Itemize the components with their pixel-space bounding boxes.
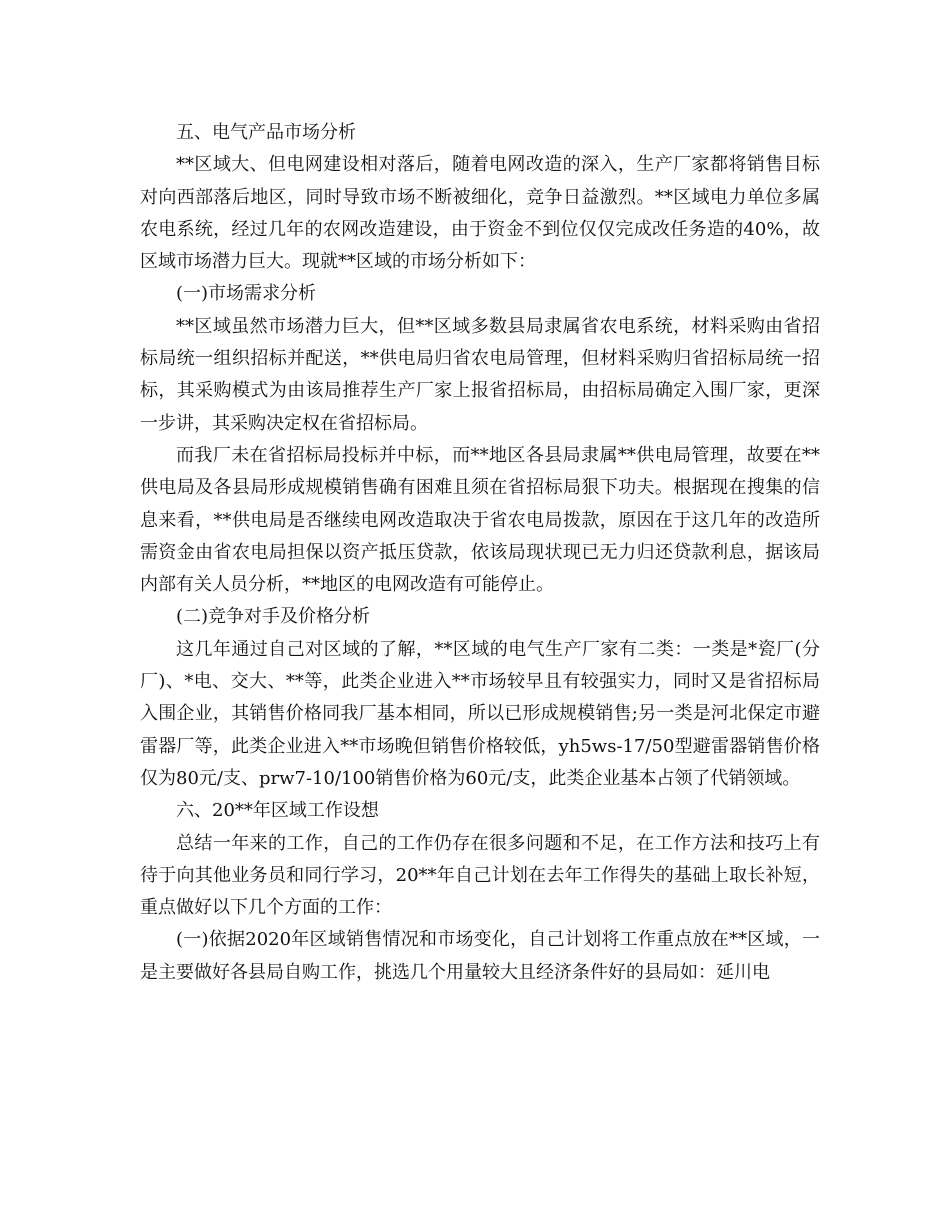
paragraph: 这几年通过自己对区域的了解，**区域的电气生产厂家有二类：一类是*瓷厂(分厂)、*电、交大、**等，此类企业进入**市场较早且有较强实力，同时又是省招标局入围企业，其销售价格同我厂基本相同，所以已形成规模销售;另一类是河北保定市避雷器厂等，此类企业进入**市场晚但销售价格较低，yh5ws-17/50型避雷器销售价格仅为80元/支、prw7-10/100销售价格为60元/支，此类企业基本占领了代销领域。 (140, 638, 820, 789)
paragraph: **区域虽然市场潜力巨大，但**区域多数县局隶属省农电系统，材料采购由省招标局统一组织招标并配送，**供电局归省农电局管理，但材料采购归省招标局统一招标，其采购模式为由该局推荐生产厂家上报省招标局，由招标局确定入围厂家，更深一步讲，其采购决定权在省招标局。 (140, 315, 820, 434)
section-heading-5: 五、电气产品市场分析 (176, 122, 356, 143)
subsection-heading-2: (二)竞争对手及价格分析 (176, 606, 371, 628)
paragraph: **区域大、但电网建设相对落后，随着电网改造的深入，生产厂家都将销售目标对向西部落后地区，同时导致市场不断被细化，竞争日益激烈。**区域电力单位多属农电系统，经过几年的农网改造建设，由于资金不到位仅仅完成改任务造的40%，故区域市场潜力巨大。现就**区域的市场分析如下： (140, 154, 820, 273)
document-body (140, 117, 820, 989)
subsection-heading-1: (一)市场需求分析 (176, 283, 317, 305)
paragraph: (一)依据2020年区域销售情况和市场变化，自己计划将工作重点放在**区域，一是主要做好各县局自购工作，挑选几个用量较大且经济条件好的县局如：延川电 (140, 929, 820, 983)
paragraph: 而我厂未在省招标局投标并中标，而**地区各县局隶属**供电局管理，故要在**供电局及各县局形成规模销售确有困难且须在省招标局狠下功夫。根据现在搜集的信息来看，**供电局是否继续电网改造取决于省农电局拨款，原因在于这几年的改造所需资金由省农电局担保以资产抵压贷款，依该局现状现已无力归还贷款利息，据该局内部有关人员分析，**地区的电网改造有可能停止。 (140, 444, 820, 596)
paragraph: 总结一年来的工作，自己的工作仍存在很多问题和不足，在工作方法和技巧上有待于向其他业务员和同行学习，20**年自己计划在去年工作得失的基础上取长补短，重点做好以下几个方面的工作： (140, 832, 820, 919)
section-heading-6: 六、20**年区域工作设想 (176, 800, 379, 822)
